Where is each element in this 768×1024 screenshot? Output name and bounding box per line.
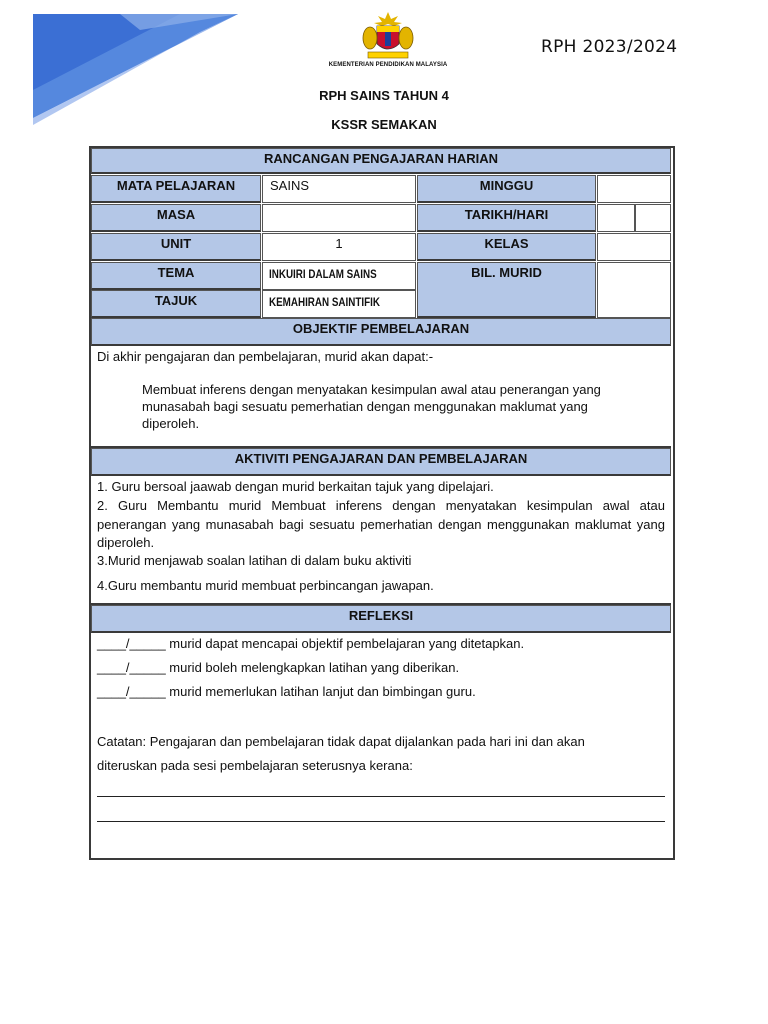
plan-heading: RANCANGAN PENGAJARAN HARIAN: [91, 148, 671, 174]
field-theme-cell[interactable]: [262, 262, 416, 290]
field-unit[interactable]: 1: [262, 233, 416, 261]
activities-heading: AKTIVITI PENGAJARAN DAN PEMBELAJARAN: [91, 448, 671, 476]
label-date: TARIKH/HARI: [417, 204, 596, 232]
document-title: RPH SAINS TAHUN 4: [319, 88, 449, 103]
field-theme: INKUIRI DALAM SAINS: [269, 267, 377, 281]
objective-text: Membuat inferens dengan menyatakan kesimpulan awal atau penerangan yang munasabah bagi sesuatu pemerhatian dengan menggunakan maklumat yang diperoleh.: [142, 382, 601, 431]
label-students: BIL. MURID: [417, 262, 596, 318]
reflection-note: Catatan: Pengajaran dan pembelajaran tidak dapat dijalankan pada hari ini dan akan: [97, 734, 585, 749]
answer-line[interactable]: [97, 821, 665, 822]
label-topic: TAJUK: [91, 290, 261, 318]
ministry-logo: [318, 10, 458, 78]
ministry-name: KEMENTERIAN PENDIDIKAN MALAYSIA: [328, 62, 448, 68]
document-subtitle: KSSR SEMAKAN: [331, 117, 437, 132]
objective-intro: Di akhir pengajaran dan pembelajaran, murid akan dapat:-: [97, 349, 434, 364]
reflection-line: ____/_____ murid dapat mencapai objektif pembelajaran yang ditetapkan.: [97, 636, 525, 651]
label-theme: TEMA: [91, 262, 261, 290]
activity-item: 2. Guru Membantu murid Membuat inferens dengan menyatakan kesimpulan awal atau penerangan yang munasabah bagi sesuatu pemerhatian dengan menggunakan maklumat yang diperoleh.: [97, 498, 665, 550]
reflection-line: ____/_____ murid boleh melengkapkan latihan yang diberikan.: [97, 660, 460, 675]
activity-item: 3.Murid menjawab soalan latihan di dalam buku aktiviti: [97, 553, 412, 568]
reflection-heading: REFLEKSI: [91, 605, 671, 633]
objective-heading: OBJEKTIF PEMBELAJARAN: [91, 318, 671, 346]
answer-line[interactable]: [97, 796, 665, 797]
field-date[interactable]: [597, 204, 635, 232]
rph-year: RPH 2023/2024: [541, 37, 678, 57]
label-class: KELAS: [417, 233, 596, 261]
label-week: MINGGU: [417, 175, 596, 203]
field-time[interactable]: [262, 204, 416, 232]
field-week[interactable]: [597, 175, 671, 203]
field-class[interactable]: [597, 233, 671, 261]
field-day[interactable]: [635, 204, 671, 232]
field-students[interactable]: [597, 262, 671, 318]
activity-item: 1. Guru bersoal jaawab dengan murid berkaitan tajuk yang dipelajari.: [97, 479, 494, 494]
coat-of-arms-icon: [358, 10, 418, 60]
reflection-line: ____/_____ murid memerlukan latihan lanjut dan bimbingan guru.: [97, 684, 476, 699]
label-subject: MATA PELAJARAN: [91, 175, 261, 203]
label-unit: UNIT: [91, 233, 261, 261]
reflection-note: diteruskan pada sesi pembelajaran seterusnya kerana:: [97, 758, 413, 773]
activity-item: 4.Guru membantu murid membuat perbincangan jawapan.: [97, 578, 434, 593]
field-topic-cell[interactable]: [262, 290, 416, 318]
field-subject[interactable]: SAINS: [262, 175, 416, 203]
field-topic: KEMAHIRAN SAINTIFIK: [269, 295, 380, 309]
label-time: MASA: [91, 204, 261, 232]
corner-decoration: [0, 0, 260, 130]
